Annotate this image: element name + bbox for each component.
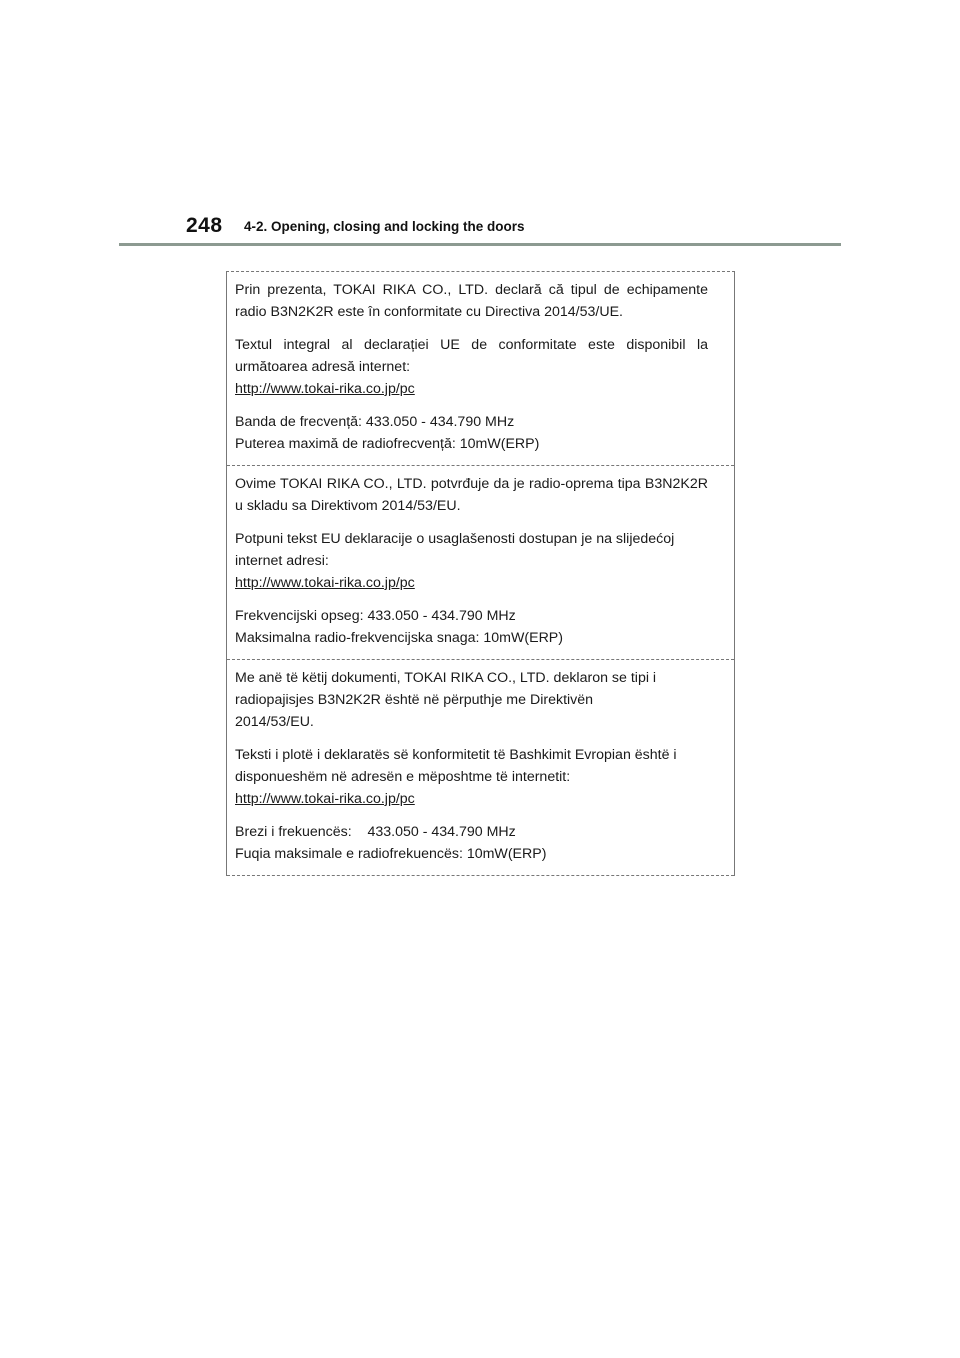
declaration-romanian <box>227 272 734 466</box>
declaration-fulltext-block <box>235 528 708 594</box>
declarations-box <box>226 271 735 876</box>
declaration-statement <box>235 667 708 733</box>
declaration-url-link[interactable]: http://www.tokai-rika.co.jp/pc <box>235 575 415 591</box>
declaration-specs <box>235 411 708 455</box>
declaration-fulltext-note: Textul integral al declarației UE de conformitate este disponibil la următoarea adresă internet: <box>235 337 708 375</box>
declaration-url-link[interactable]: http://www.tokai-rika.co.jp/pc <box>235 381 415 397</box>
frequency-band: Banda de frecvență: 433.050 - 434.790 MHz <box>235 414 515 430</box>
declaration-specs <box>235 821 708 865</box>
declaration-albanian <box>227 660 734 876</box>
declaration-statement-line: Me anë të këtij dokumenti, TOKAI RIKA CO., LTD. deklaron se tipi i <box>235 670 657 686</box>
declaration-fulltext-note: Teksti i plotë i deklaratës së konformitetit të Bashkimit Evropian është i disponueshëm në adresën e mëposhtme të internetit: <box>235 747 677 785</box>
max-power: Fuqia maksimale e radiofrekuencës: 10mW(ERP) <box>235 846 547 862</box>
page-number: 248 <box>186 214 223 237</box>
max-power: Maksimalna radio-frekvencijska snaga: 10mW(ERP) <box>235 630 563 646</box>
frequency-band: Frekvencijski opseg: 433.050 - 434.790 MHz <box>235 608 516 624</box>
declaration-fulltext-block <box>235 334 708 400</box>
declaration-statement: Ovime TOKAI RIKA CO., LTD. potvrđuje da je radio-oprema tipa B3N2K2R u skladu sa Direktivom 2014/53/EU. <box>235 476 708 514</box>
header-divider <box>119 243 841 246</box>
declaration-specs <box>235 605 708 649</box>
declaration-fulltext-block <box>235 744 708 810</box>
declaration-url-link[interactable]: http://www.tokai-rika.co.jp/pc <box>235 791 415 807</box>
declaration-statement-line: radiopajisjes B3N2K2R është në përputhje me Direktivën <box>235 692 594 708</box>
declaration-statement: Prin prezenta, TOKAI RIKA CO., LTD. declară că tipul de echipamente radio B3N2K2R este în conformitate cu Directiva 2014/53/UE. <box>235 282 708 320</box>
declaration-bosnian <box>227 466 734 660</box>
max-power: Puterea maximă de radiofrecvență: 10mW(ERP) <box>235 436 540 452</box>
declaration-statement-line: 2014/53/EU. <box>235 714 314 730</box>
declaration-fulltext-note: Potpuni tekst EU deklaracije o usaglašenosti dostupan je na slijedećoj internet adresi: <box>235 531 675 569</box>
page-header <box>0 0 960 248</box>
section-title: 4-2. Opening, closing and locking the doors <box>244 219 525 234</box>
frequency-band: Brezi i frekuencës: 433.050 - 434.790 MHz <box>235 824 516 840</box>
